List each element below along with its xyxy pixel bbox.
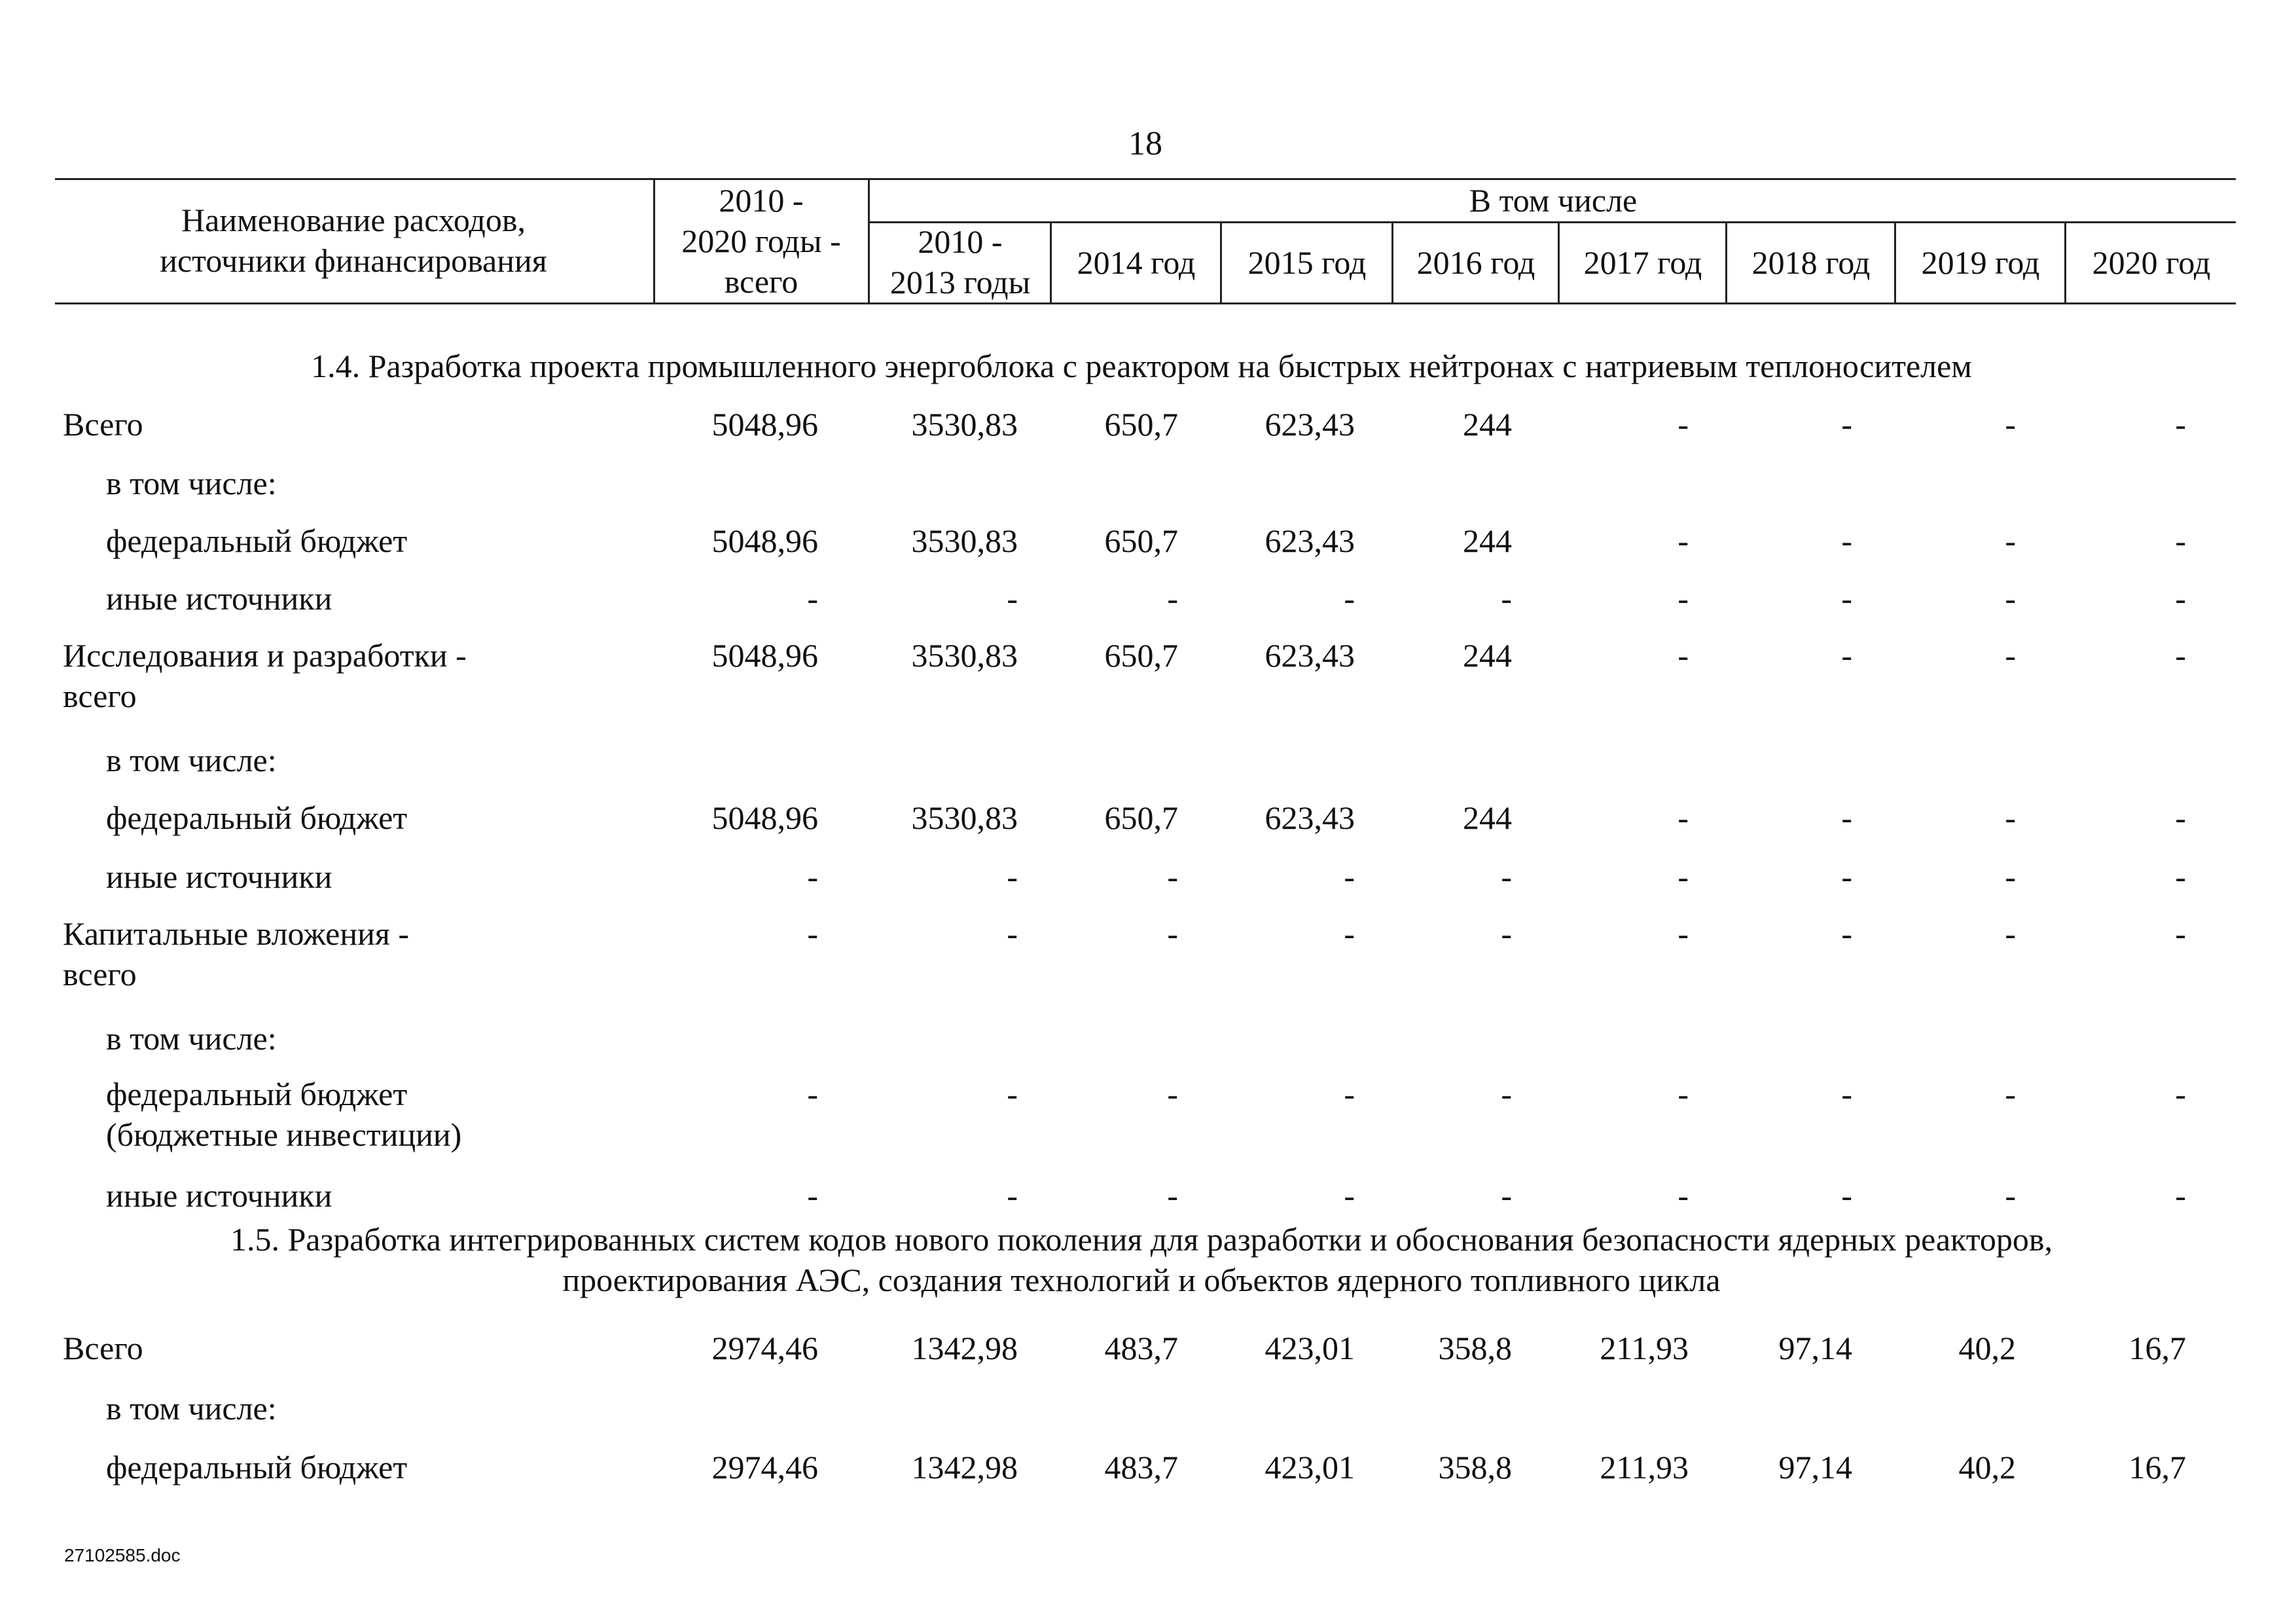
row-label: в том числе: [106, 742, 277, 778]
header-divider [1558, 221, 1560, 304]
row-value: 244 [1463, 637, 1512, 674]
row-value: 623,43 [1265, 799, 1355, 836]
row-value: - [2005, 915, 2016, 952]
table-row [55, 913, 2241, 993]
row-value: - [1677, 637, 1689, 674]
row-value: - [1344, 1177, 1355, 1214]
row-value: - [2005, 799, 2016, 836]
row-value: - [1841, 858, 1852, 895]
row-value: 5048,96 [711, 637, 818, 674]
row-value: 244 [1463, 522, 1512, 559]
header-divider [868, 178, 870, 304]
table-row [55, 404, 2241, 450]
row-value: - [1167, 858, 1178, 895]
row-value: - [1677, 580, 1689, 617]
row-value: 483,7 [1104, 1449, 1178, 1486]
row-value: 3530,83 [911, 522, 1018, 559]
row-value: - [1677, 915, 1689, 952]
row-value: 16,7 [2128, 1449, 2186, 1486]
row-value: - [1501, 580, 1512, 617]
row-value: 483,7 [1104, 1330, 1178, 1366]
header-year-col: 2015 год [1247, 244, 1367, 281]
row-value: 650,7 [1104, 799, 1178, 836]
row-value: 623,43 [1265, 406, 1355, 443]
header-year-col: 2014 год [1077, 244, 1196, 281]
header-divider [1391, 221, 1393, 304]
header-divider [1050, 221, 1052, 304]
row-value: - [2005, 1177, 2016, 1214]
row-value: - [2175, 637, 2186, 674]
row-value: - [1167, 915, 1178, 952]
row-value: 16,7 [2128, 1330, 2186, 1366]
header-year-col: 2018 год [1751, 244, 1871, 281]
row-value: 5048,96 [711, 522, 818, 559]
header-year-col: 2016 год [1416, 244, 1535, 281]
row-value: 623,43 [1265, 637, 1355, 674]
table-row [55, 1074, 2241, 1153]
row-value: - [1007, 1076, 1018, 1112]
row-value: - [1677, 1076, 1689, 1112]
row-value: 3530,83 [911, 406, 1018, 443]
row-label: федеральный бюджет (бюджетные инвестиции) [106, 1076, 462, 1153]
row-value: 211,93 [1600, 1330, 1689, 1366]
row-label: Исследования и разработки - всего [63, 637, 467, 714]
header-divider [1725, 221, 1727, 304]
row-value: - [807, 1177, 818, 1214]
row-value: - [1501, 1177, 1512, 1214]
row-value: - [1841, 637, 1852, 674]
section-title: 1.5. Разработка интегрированных систем кодов нового поколения для разработки и обоснования безопасности ядерных реакторов, проектирования АЭС, создания технологий и объектов ядерного топливного цикла [230, 1221, 2053, 1298]
row-value: - [807, 858, 818, 895]
row-value: 1342,98 [911, 1330, 1018, 1366]
row-value: 3530,83 [911, 637, 1018, 674]
header-total-col: 2010 - 2020 годы - всего [681, 182, 841, 300]
table-row [55, 635, 2241, 714]
table-row [55, 856, 2241, 902]
row-value: 97,14 [1778, 1449, 1852, 1486]
row-value: 40,2 [1958, 1449, 2016, 1486]
row-label: иные источники [106, 858, 332, 895]
row-label: Всего [63, 1330, 143, 1366]
row-value: - [1344, 580, 1355, 617]
row-label: Всего [63, 406, 143, 443]
row-value: - [1677, 406, 1689, 443]
row-value: - [807, 580, 818, 617]
row-value: - [1841, 406, 1852, 443]
table-row [55, 1328, 2241, 1374]
table-row [55, 578, 2241, 624]
row-value: 1342,98 [911, 1449, 1018, 1486]
header-year-col: 2020 год [2092, 244, 2211, 281]
header-divider [653, 178, 655, 304]
row-value: - [2175, 1076, 2186, 1112]
row-value: 650,7 [1104, 406, 1178, 443]
row-label: федеральный бюджет [106, 1449, 408, 1486]
row-value: - [1841, 1076, 1852, 1112]
row-value: - [1167, 1177, 1178, 1214]
row-value: - [1007, 858, 1018, 895]
row-label: в том числе: [106, 1390, 277, 1427]
row-value: 623,43 [1265, 522, 1355, 559]
table-row [55, 740, 2241, 786]
row-label: федеральный бюджет [106, 799, 408, 836]
header-incl-col: В том числе [1469, 182, 1638, 219]
row-label: иные источники [106, 580, 332, 617]
row-value: - [2005, 1076, 2016, 1112]
row-value: - [1841, 915, 1852, 952]
row-value: - [1344, 858, 1355, 895]
row-value: 358,8 [1438, 1449, 1512, 1486]
row-value: - [1677, 1177, 1689, 1214]
row-value: 5048,96 [711, 406, 818, 443]
row-value: 3530,83 [911, 799, 1018, 836]
row-value: 5048,96 [711, 799, 818, 836]
header-year-col: 2017 год [1583, 244, 1702, 281]
row-value: - [2175, 580, 2186, 617]
row-value: - [1501, 1076, 1512, 1112]
row-value: 211,93 [1600, 1449, 1689, 1486]
table-row [55, 797, 2241, 843]
row-value: - [1501, 858, 1512, 895]
row-value: 40,2 [1958, 1330, 2016, 1366]
row-label: иные источники [106, 1177, 332, 1214]
row-value: - [1007, 580, 1018, 617]
row-value: 423,01 [1265, 1449, 1355, 1486]
row-value: - [1344, 915, 1355, 952]
header-sub-rule [868, 221, 2236, 223]
row-value: - [1677, 858, 1689, 895]
footer-filename: 27102585.doc [64, 1545, 181, 1565]
row-label: в том числе: [106, 465, 277, 501]
row-value: - [1841, 799, 1852, 836]
row-value: - [2175, 915, 2186, 952]
row-label: федеральный бюджет [106, 522, 408, 559]
header-bottom-rule [55, 302, 2236, 304]
row-value: - [807, 915, 818, 952]
row-value: - [2005, 580, 2016, 617]
table-row [55, 520, 2241, 566]
table-row [55, 1018, 2241, 1064]
row-value: - [2175, 799, 2186, 836]
table-row [55, 1447, 2241, 1493]
header-divider [1894, 221, 1896, 304]
row-value: - [2005, 637, 2016, 674]
row-value: - [1677, 522, 1689, 559]
row-value: - [807, 1076, 818, 1112]
row-value: - [2005, 522, 2016, 559]
row-value: - [1007, 915, 1018, 952]
row-value: - [2175, 858, 2186, 895]
section-title: 1.4. Разработка проекта промышленного энергоблока с реактором на быстрых нейтронах с натриевым теплоносителем [311, 348, 1972, 384]
row-value: - [1167, 1076, 1178, 1112]
row-value: - [1841, 580, 1852, 617]
row-value: 244 [1463, 799, 1512, 836]
row-label: Капитальные вложения - всего [63, 915, 410, 993]
page-number: 18 [1128, 125, 1162, 162]
row-value: - [2175, 1177, 2186, 1214]
header-year-col: 2019 год [1921, 244, 2040, 281]
row-value: 2974,46 [711, 1449, 818, 1486]
row-value: 2974,46 [711, 1330, 818, 1366]
row-value: 650,7 [1104, 522, 1178, 559]
row-value: 650,7 [1104, 637, 1178, 674]
row-value: 244 [1463, 406, 1512, 443]
header-divider [2064, 221, 2066, 304]
row-value: - [1344, 1076, 1355, 1112]
row-value: 423,01 [1265, 1330, 1355, 1366]
row-value: - [2175, 406, 2186, 443]
row-value: - [1677, 799, 1689, 836]
row-value: - [1841, 522, 1852, 559]
header-year-col: 2010 - 2013 годы [889, 223, 1031, 301]
row-value: 358,8 [1438, 1330, 1512, 1366]
header-divider [1220, 221, 1222, 304]
header-name-col: Наименование расходов, источники финансирования [160, 202, 547, 279]
row-value: - [2005, 858, 2016, 895]
row-value: - [1501, 915, 1512, 952]
row-value: - [2175, 522, 2186, 559]
row-value: - [1007, 1177, 1018, 1214]
row-value: - [2005, 406, 2016, 443]
row-value: - [1167, 580, 1178, 617]
row-value: 97,14 [1778, 1330, 1852, 1366]
row-value: - [1841, 1177, 1852, 1214]
table-row [55, 1388, 2241, 1434]
table-row [55, 463, 2241, 509]
row-label: в том числе: [106, 1020, 277, 1057]
table-row [55, 1175, 2241, 1221]
